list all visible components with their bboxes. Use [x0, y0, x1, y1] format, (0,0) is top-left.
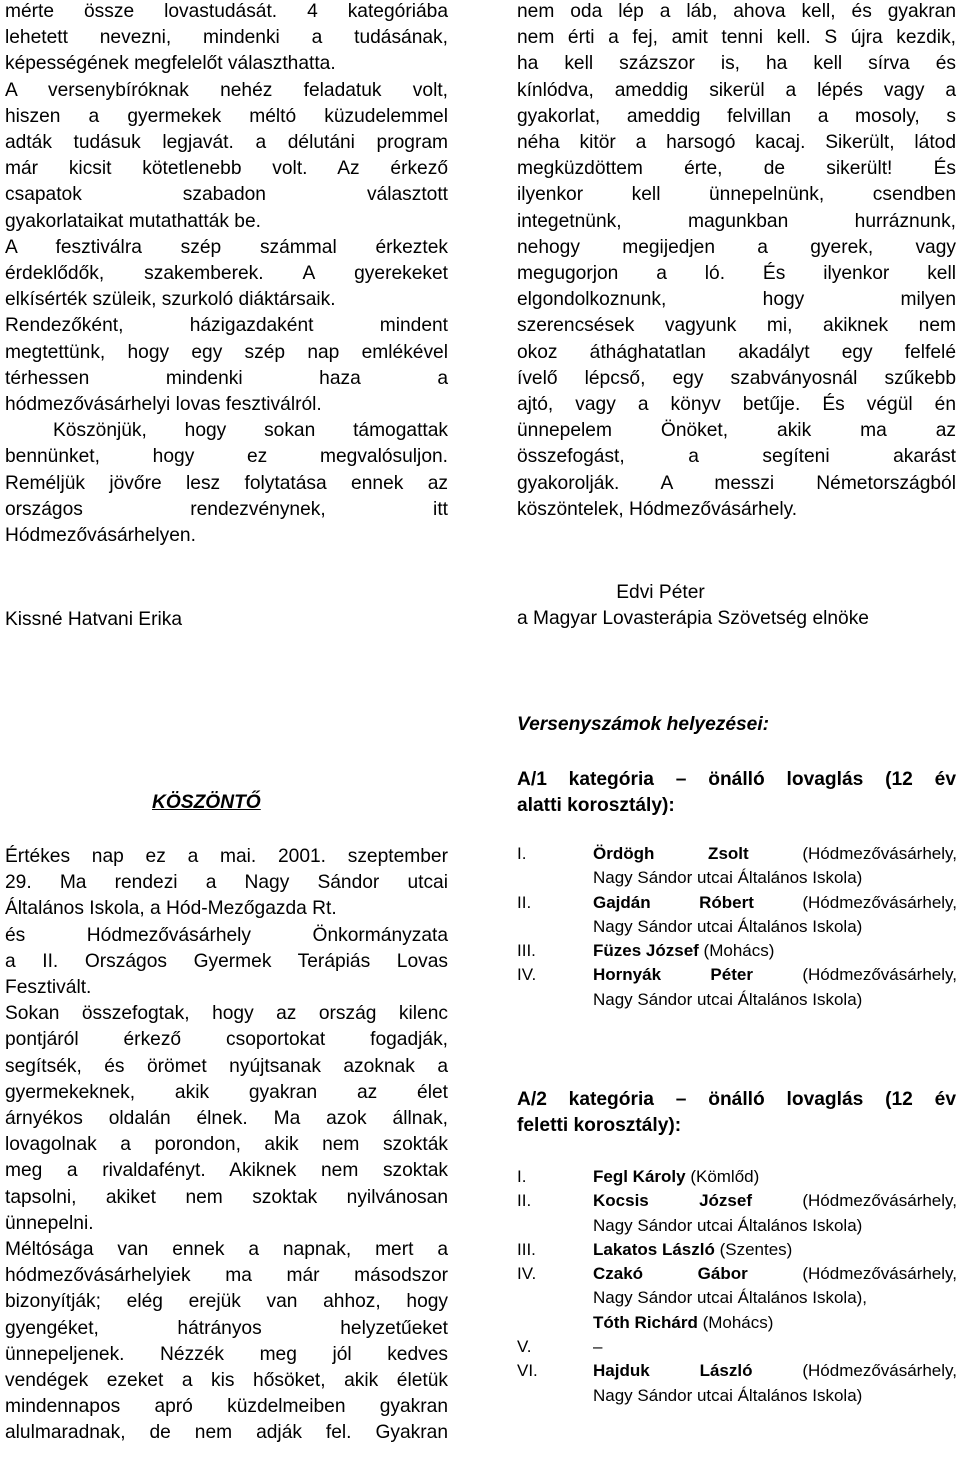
text-line: A fesztiválra szép számmal érkeztek — [5, 236, 448, 258]
text-line: gyakorolják. A messzi Németországból — [517, 472, 956, 494]
text-line: már kicsit kötetlenebb volt. Az érkező — [5, 158, 448, 180]
text-line: árnyékos oldalán élnek. Ma azok állnak, — [5, 1108, 448, 1130]
result-affiliation: (Hódmezővásárhely, — [753, 892, 958, 912]
result-rank: III. — [517, 1239, 536, 1259]
result-affiliation: (Mohács) — [697, 1312, 774, 1332]
result-name: Czakó Gábor — [593, 1264, 748, 1284]
result-entry — [517, 939, 957, 963]
text-line: szerencsések vagyunk mi, akiknek nem — [517, 315, 956, 337]
category-1-title-line1: A/1 kategória – önálló lovaglás (12 év — [517, 769, 956, 790]
text-line: elgondolkoznunk, hogy milyen — [517, 289, 956, 311]
text-line: megküzdöttem érte, de sikerült! És — [517, 158, 956, 180]
result-name: Gajdán Róbert — [593, 892, 754, 912]
text-line: tapsolni, akiket nem szoktak nyilvánosan — [5, 1186, 448, 1208]
text-line: ünnepeljenek. Nézzék meg jól kedves — [5, 1343, 448, 1365]
text-line: Reméljük jövőre lesz folytatása ennek az — [5, 472, 448, 494]
text-line: okoz áthághatatlan akadályt egy felfelé — [517, 341, 956, 363]
result-entry — [517, 1189, 957, 1238]
text-line: lehetett nevezni, mindenki a tudásának, — [5, 27, 448, 49]
result-rank: IV. — [517, 965, 537, 985]
text-line: Általános Iskola, a Hód-Mezőgazda Rt. — [5, 898, 337, 920]
text-line: gyengéket, hátrányos helyzetűeket — [5, 1317, 448, 1339]
result-affiliation-cont: Nagy Sándor utcai Általános Iskola) — [593, 1215, 863, 1235]
result-affiliation-cont: Nagy Sándor utcai Általános Iskola) — [593, 1385, 863, 1405]
category-2-results — [517, 1165, 957, 1408]
right-column-text — [517, 0, 956, 523]
text-line: ajtó, vagy a könyv betűje. És végül én — [517, 394, 956, 416]
text-line: nehogy megijedjen a gyerek, vagy — [517, 236, 956, 258]
text-line: bennünket, hogy ez megvalósuljon. — [5, 446, 448, 468]
result-affiliation: (Hódmezővásárhely, — [752, 965, 957, 985]
text-line: Méltósága van ennek a napnak, mert a — [5, 1239, 448, 1261]
results-heading: Versenyszámok helyezései: — [517, 714, 770, 735]
category-1-title-line2: alatti korosztály): — [517, 795, 675, 816]
result-affiliation-cont: Nagy Sándor utcai Általános Iskola) — [593, 868, 863, 888]
result-affiliation: (Szentes) — [714, 1239, 793, 1259]
text-line: pontjáról érkező csoportokat fogadják, — [5, 1029, 448, 1051]
result-affiliation-cont: Nagy Sándor utcai Általános Iskola) — [593, 989, 863, 1009]
text-line: Értékes nap ez a mai. 2001. szeptember — [5, 846, 448, 867]
text-line: Hódmezővásárhelyen. — [5, 525, 196, 547]
result-affiliation: – — [593, 1337, 603, 1357]
text-line: Köszönjük, hogy sokan támogattak — [53, 420, 448, 442]
text-line: nem oda lép a láb, ahova kell, és gyakran — [517, 1, 956, 22]
text-line: meg a rivaldafényt. Akiknek nem szoktak — [5, 1160, 448, 1182]
result-affiliation-cont: Nagy Sándor utcai Általános Iskola), — [593, 1288, 868, 1308]
text-line: nem érti a fej, amit tenni kell. S újra kezdik, — [517, 27, 956, 49]
text-line: mindennapos apró küzdelmeiben gyakran — [5, 1396, 448, 1418]
result-name: Lakatos László — [593, 1239, 715, 1259]
text-line: és Hódmezővásárhely Önkormányzata — [5, 924, 448, 946]
result-name: Ördögh Zsolt — [593, 844, 749, 863]
result-affiliation: (Hódmezővásárhely, — [752, 1191, 957, 1211]
result-affiliation: (Mohács) — [698, 941, 775, 961]
category-2-title-line2: feletti korosztály): — [517, 1115, 682, 1136]
text-line: ha kell százszor is, ha kell sírva és — [517, 53, 956, 75]
text-line: néha kitör a harsogó kacaj. Sikerült, látod — [517, 132, 956, 154]
result-rank: III. — [517, 941, 536, 961]
result-name: Fegl Károly — [593, 1167, 686, 1186]
result-affiliation: (Hódmezővásárhely, — [747, 1264, 957, 1284]
result-entry — [517, 963, 957, 1012]
text-line: A versenybíróknak nehéz feladatuk volt, — [5, 79, 448, 101]
result-affiliation: (Kömlőd) — [685, 1167, 760, 1186]
result-name: Füzes József — [593, 941, 699, 961]
text-line: ünnepelem Önöket, akik ma az — [517, 420, 956, 442]
result-rank: IV. — [517, 1264, 537, 1284]
result-rank: VI. — [517, 1361, 538, 1381]
result-rank: II. — [517, 1191, 532, 1211]
result-rank: V. — [517, 1337, 532, 1357]
text-line: érdeklődők, szakemberek. A gyerekeket — [5, 263, 448, 285]
result-name: Kocsis József — [593, 1191, 753, 1211]
text-line: képességének megfelelőt választhatta. — [5, 53, 336, 75]
result-entry — [517, 1165, 957, 1189]
text-line: ilyenkor kell ünnepelnünk, csendben — [517, 184, 956, 206]
text-line: mérte össze lovastudását. 4 kategóriába — [5, 1, 448, 22]
text-line: hódmezővásárhelyiek ma már másodszor — [5, 1265, 448, 1287]
text-line: köszöntelek, Hódmezővásárhely. — [517, 498, 798, 520]
result-entry — [517, 1262, 957, 1335]
left-column-text — [5, 0, 448, 549]
text-line: térhessen mindenki haza a — [5, 367, 448, 389]
text-line: ünnepelni. — [5, 1212, 94, 1234]
result-rank: I. — [517, 844, 527, 863]
signature-right — [517, 580, 957, 632]
greeting-heading: KÖSZÖNTŐ — [152, 792, 261, 813]
text-line: Sokan összefogtak, hogy az ország kilenc — [5, 1003, 448, 1025]
text-line: alulmaradnak, de nem adják fel. Gyakran — [5, 1422, 448, 1444]
text-line: Fesztivált. — [5, 977, 92, 999]
result-name: Tóth Richárd — [593, 1312, 698, 1332]
result-affiliation: (Hódmezővásárhely, — [748, 844, 957, 863]
category-1-results — [517, 842, 957, 1012]
text-line: ívelő lépcső, egy szabványosnál szűkebb — [517, 367, 956, 389]
text-line: vendégek ezeket a kis hősöket, akik életük — [5, 1370, 448, 1392]
text-line: Rendezőként, házigazdaként mindent — [5, 315, 448, 337]
text-line: lovagolnak a porondon, akik nem szokták — [5, 1134, 448, 1156]
greeting-text — [5, 844, 448, 1447]
text-line: adták tudásuk legjavát. a délutáni program — [5, 132, 448, 154]
result-entry — [517, 891, 957, 940]
result-entry — [517, 1238, 957, 1262]
text-line: gyakorlataikat mutathatták be. — [5, 210, 261, 232]
text-line: megugorjon a ló. És ilyenkor kell — [517, 263, 956, 285]
result-entry — [517, 842, 957, 891]
result-name: Hornyák Péter — [593, 965, 753, 985]
text-line: 29. Ma rendezi a Nagy Sándor utcai — [5, 872, 448, 894]
text-line: integetnünk, magunkban hurráznunk, — [517, 210, 956, 232]
text-line: országos rendezvénynek, itt — [5, 498, 448, 520]
category-1-heading — [517, 767, 956, 819]
text-line: gyermekeknek, akik gyakran az élet — [5, 1081, 448, 1103]
category-2-title-line1: A/2 kategória – önálló lovaglás (12 év — [517, 1089, 956, 1110]
signature-title: a Magyar Lovasterápia Szövetség elnöke — [517, 608, 869, 629]
text-line: segítsék, és örömet nyújtsanak azoknak a — [5, 1055, 448, 1077]
result-affiliation: (Hódmezővásárhely, — [752, 1361, 957, 1381]
result-name: Hajduk László — [593, 1361, 753, 1381]
result-entry — [517, 1359, 957, 1408]
signature-left: Kissné Hatvani Erika — [5, 609, 183, 630]
text-line: csapatok szabadon választott — [5, 184, 448, 206]
text-line: elkísérték szüleik, szurkoló diáktársaik. — [5, 289, 336, 311]
text-line: a II. Országos Gyermek Terápiás Lovas — [5, 950, 448, 972]
result-entry — [517, 1335, 957, 1359]
category-2-heading — [517, 1087, 956, 1139]
text-line: kínlódva, ameddig sikerül a lépés vagy a — [517, 79, 956, 101]
text-line: bizonyítják; elég erejük van ahhoz, hogy — [5, 1291, 448, 1313]
result-rank: I. — [517, 1167, 527, 1186]
text-line: megtettünk, hogy egy szép nap emlékével — [5, 341, 448, 363]
result-affiliation-cont: Nagy Sándor utcai Általános Iskola) — [593, 916, 863, 936]
text-line: hiszen a gyermekek méltó küzudelemmel — [5, 105, 448, 127]
text-line: összefogást, a segíteni akarást — [517, 446, 956, 468]
text-line: gyakorlat, ameddig felvillan a mosoly, s — [517, 105, 956, 127]
signature-name: Edvi Péter — [616, 582, 705, 603]
result-rank: II. — [517, 892, 532, 912]
text-line: hódmezővásárhelyi lovas fesztiválról. — [5, 394, 322, 416]
